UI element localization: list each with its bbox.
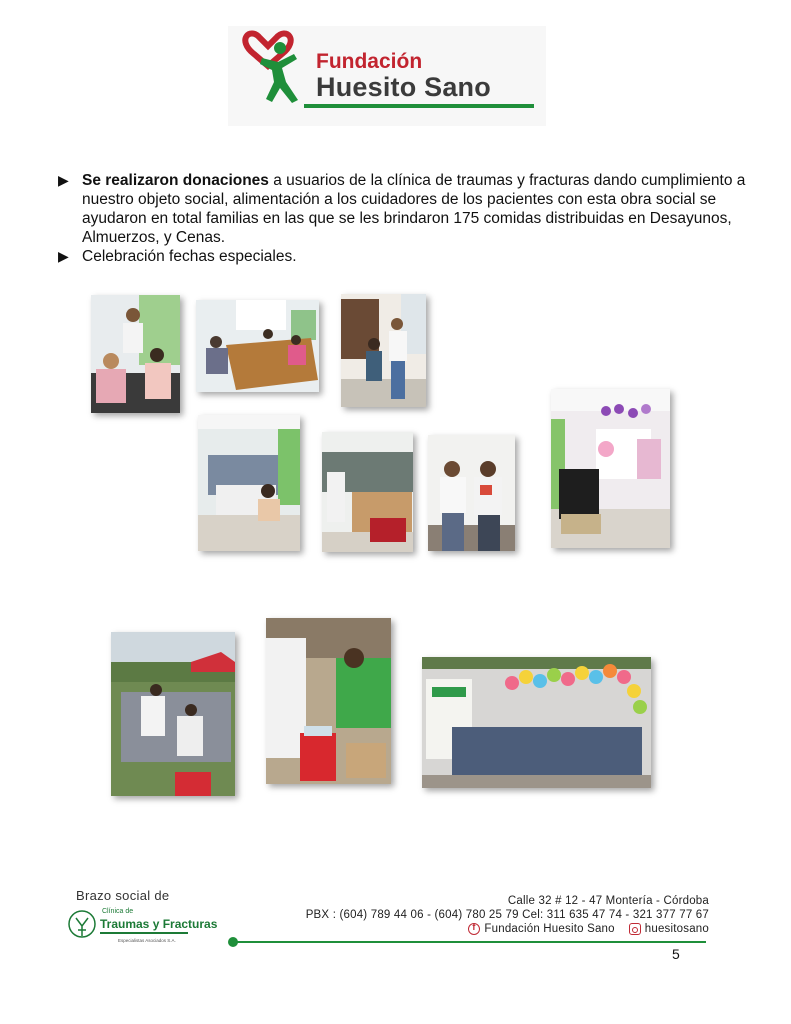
photo-dining-room — [196, 300, 319, 392]
photo-balloon-party — [551, 389, 670, 548]
photo-cooler-distribution — [266, 618, 391, 784]
photo-brigade-balloons — [422, 657, 651, 788]
logo-title-line2: Huesito Sano — [316, 72, 491, 102]
logo-title-line1: Fundación — [316, 50, 423, 73]
footer-divider — [232, 941, 706, 943]
page-number: 5 — [672, 946, 680, 962]
clinic-subtitle: Especialistas Asociados S.A. — [118, 938, 176, 943]
bullet-donations — [58, 171, 748, 247]
huesito-figure-icon — [242, 28, 312, 106]
bullet-list — [58, 171, 748, 266]
logo-underline — [304, 104, 534, 108]
photo-two-men — [428, 435, 515, 551]
brazo-social-label: Brazo social de — [76, 888, 170, 903]
bullet-bold-text: Se realizaron donaciones — [82, 172, 269, 189]
bullet-body-text: a usuarios de la clínica de traumas y fracturas dando cumplimiento a nuestro objeto social, alimentación a los cuidadores de los pacientes con esta obra social se ayudaron en total familias en las que se les brindaron 175 comidas distribuidas en Desayunos, Almuerzos, y Cenas. — [82, 172, 746, 246]
photo-donation-visit — [91, 295, 180, 413]
facebook-handle[interactable]: Fundación Huesito Sano — [484, 923, 615, 935]
bullet-arrow-icon: ▶ — [58, 248, 69, 264]
footer-phones: PBX : (604) 789 44 06 - (604) 780 25 79 Cel: 311 635 47 74 - 321 377 77 67 — [305, 909, 709, 921]
photo-outdoor-children — [111, 632, 235, 796]
foundation-logo — [228, 26, 546, 126]
footer-address: Calle 32 # 12 - 47 Montería - Córdoba — [507, 895, 709, 907]
photo-group-green-room — [198, 415, 300, 551]
bullet-arrow-icon: ▶ — [58, 172, 69, 188]
instagram-icon[interactable] — [629, 923, 641, 935]
photo-reception-group — [322, 432, 413, 552]
clinic-logo-bar — [100, 932, 188, 934]
facebook-icon[interactable]: f — [468, 923, 480, 935]
footer-social — [468, 923, 709, 935]
clinic-name-small: Clínica de — [102, 908, 134, 915]
bullet-body-text: Celebración fechas especiales. — [82, 248, 297, 265]
photo-hallway-pair — [341, 294, 426, 407]
clinic-name-big: Traumas y Fracturas — [100, 917, 218, 931]
bullet-celebrations — [58, 247, 748, 266]
instagram-handle[interactable]: huesitosano — [644, 923, 709, 935]
